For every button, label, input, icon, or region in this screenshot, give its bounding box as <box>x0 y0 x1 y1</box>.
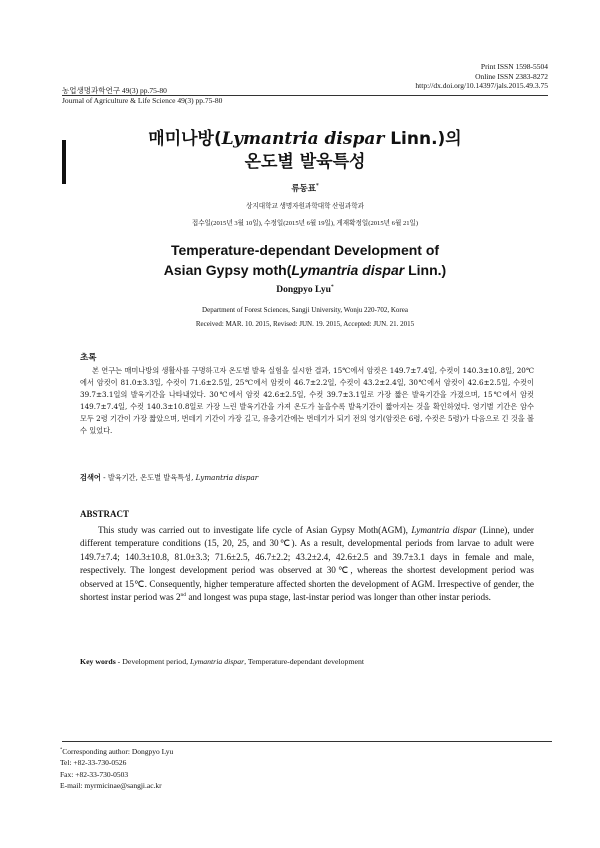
author-kr <box>62 182 548 194</box>
author-kr-mark: * <box>315 183 319 190</box>
print-issn: Print ISSN 1598-5504 <box>480 62 548 71</box>
corresponding-footnote <box>60 746 173 791</box>
footnote-fax: Fax: +82-33-730-0503 <box>60 769 129 779</box>
english-title-pre: Asian Gypsy moth( <box>163 262 292 278</box>
english-title-line2 <box>62 261 548 280</box>
footnote-author-text: Corresponding author: Dongpyo Lyu <box>62 747 174 756</box>
footnote-tel: Tel: +82-33-730-0526 <box>60 758 127 768</box>
english-abstract-part1: This study was carried out to investigate life cycle of Asian Gypsy Moth(AGM), <box>98 525 412 535</box>
author-en-mark: * <box>330 283 334 290</box>
english-abstract-species: Lymantria dispar <box>411 525 477 535</box>
footnote-rule <box>62 741 552 742</box>
journal-kr: 농업생명과학연구 49(3) pp.75-80 <box>62 86 167 95</box>
korean-title-line1 <box>62 128 548 150</box>
affiliation-en: Department of Forest Sciences, Sangji University, Wonju 220-702, Korea <box>202 306 408 314</box>
journal-en: Journal of Agriculture & Life Science 49(3) pp.75-80 <box>62 95 223 105</box>
online-issn: Online ISSN 2383-8272 <box>475 71 548 81</box>
doi-link[interactable]: http://dx.doi.org/10.14397/jals.2015.49.3.75 <box>415 81 548 90</box>
korean-abstract-body: 본 연구는 매미나방의 생활사를 구명하고자 온도별 발육 실험을 실시한 결과, 15℃에서 암컷은 149.7±7.4일, 수컷이 140.3±10.8일, 20℃에서 암컷이 81.0±3.3일, 수컷이 71.6±2.5일, 25℃에서 암컷이 46.7±2.2일, 수컷이 43.2±2.4일, 30℃에서 암컷이 42.6±2.5일, 수컷이 39.7±3.1일의 발육기간을 나타내었다. 30℃에서 암컷 42.6±2.5일, 수컷 39.7±3.1일로 가장 짧은 발육기간을 가졌으며, 15℃에서 암컷 149.7±7.4일, 수컷 140.3±10.8일로 가장 느린 발육기간을 가져 온도가 높을수록 발육기간이 짧아지는 것을 확인하였다. 영기별 기간은 암수 모두 2령 기간이 가장 짧았으며, 번데기 기간이 가장 길고, 유충기간에는 번데기가 되기 전의 영기(암컷은 6령, 수컷은 5령)가 다음으로 긴 것을 볼 수 있었다. <box>80 366 534 435</box>
korean-keywords-sep: - <box>100 473 108 482</box>
dates-en: Received: MAR. 10. 2015, Revised: JUN. 19. 2015, Accepted: JUN. 21. 2015 <box>195 320 415 328</box>
issn-block <box>415 62 548 91</box>
korean-keywords <box>80 472 534 484</box>
footnote-author <box>60 746 173 757</box>
english-title-post: Linn.) <box>404 262 447 278</box>
english-abstract-part3: and longest was pupa stage, last-instar period was longer than other instar periods. <box>186 592 491 603</box>
english-keywords-label: Key words <box>80 657 116 666</box>
korean-keywords-species: Lymantria dispar <box>195 473 259 482</box>
english-abstract-heading: ABSTRACT <box>80 509 130 519</box>
english-title-species: Lymantria dispar <box>291 262 405 278</box>
english-keywords-post: , Temperature-dependant development <box>244 657 365 666</box>
english-keywords-pre: - Development period, <box>115 657 190 666</box>
korean-keywords-list: 발육기간, 온도별 발육특성, <box>107 473 196 482</box>
author-en <box>62 285 548 295</box>
english-keywords <box>80 656 534 667</box>
english-abstract-body <box>80 524 534 604</box>
author-en-name: Dongpyo Lyu <box>276 285 331 295</box>
affiliation-kr: 상지대학교 생명자원과학대학 산림과학과 <box>246 203 364 210</box>
author-kr-name: 류동표 <box>291 184 316 194</box>
korean-title-species: Lymantria dispar <box>221 129 385 149</box>
english-keywords-species: Lymantria dispar <box>190 657 245 666</box>
english-abstract-ordinal: nd <box>180 591 187 598</box>
header-rule <box>62 95 548 96</box>
english-title-line1: Temperature-dependant Development of <box>170 242 440 258</box>
korean-title-line2: 온도별 발육특성 <box>244 152 366 172</box>
footnote-email[interactable]: E-mail: myrmicinae@sangji.ac.kr <box>60 780 162 790</box>
footnote-mark: * <box>60 746 63 752</box>
english-abstract-part2: (Linne), under different temperature conditions (15, 20, 25, and 30℃). As a result, developmental periods from larvae to adult were 149.7±7.4; 140.3±10.8, 81.0±3.3; 71.6±2.5, 46.7±2.2; 43.2±2.4, 42.6±2.5 and 39.7±3.1 days in female and male, respectively. The longest development period was observed at 30℃, whereas the shortest development period was observed at 15℃. Consequently, higher temperature affected shorten the development of AGM. Irrespective of gender, the shortest instar period was 2 <box>80 525 534 603</box>
korean-title-pre: 매미나방( <box>148 129 222 149</box>
korean-keywords-label: 검색어 <box>80 473 101 482</box>
korean-abstract-heading: 초록 <box>80 353 97 363</box>
korean-title-post: Linn.)의 <box>384 129 462 149</box>
dates-kr: 접수일(2015년 3월 10일), 수정일(2015년 6월 19일), 게재확정일(2015년 6월 21일) <box>191 220 419 227</box>
